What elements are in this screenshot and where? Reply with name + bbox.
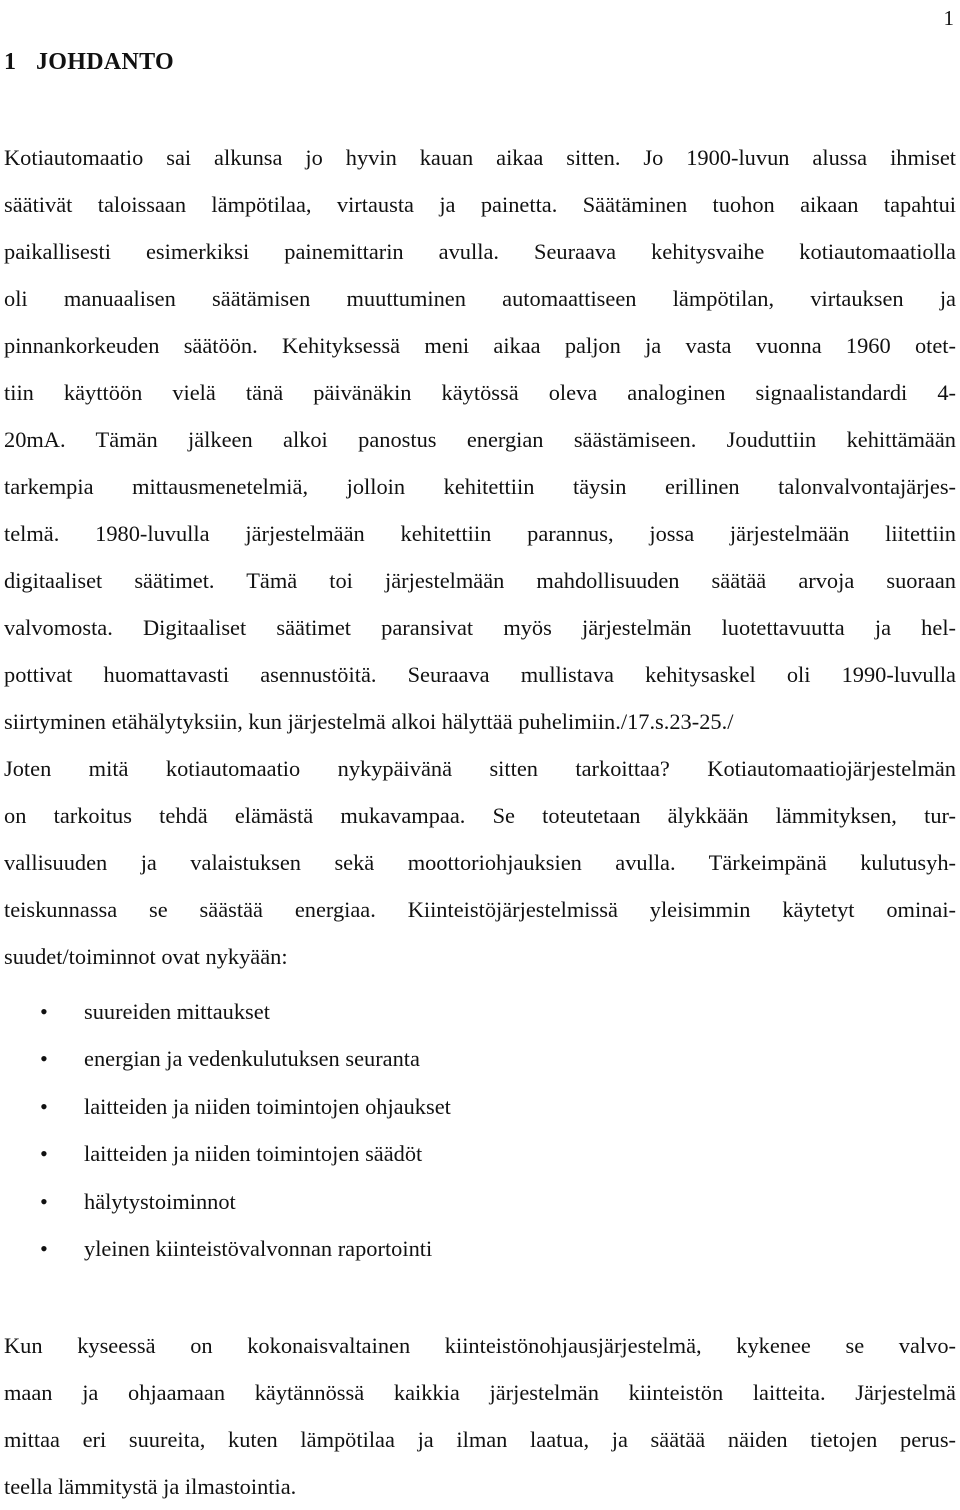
- paragraph-line: tiin käyttöön vielä tänä päivänäkin käytössä oleva analoginen signaalistandardi 4-: [4, 380, 956, 405]
- list-item-text: hälytystoiminnot: [84, 1188, 236, 1214]
- paragraph-line: on tarkoitus tehdä elämästä mukavampaa. Se toteutetaan älykkään lämmityksen, tur-: [4, 803, 956, 828]
- paragraph-line: tarkempia mittausmenetelmiä, jolloin kehitettiin täysin erillinen talonvalvontajärjes-: [4, 474, 956, 499]
- page-number: 1: [943, 6, 954, 30]
- paragraph-line: 20mA. Tämän jälkeen alkoi panostus energian säästämiseen. Jouduttiin kehittämään: [4, 427, 956, 452]
- outro-paragraph: [4, 1322, 956, 1510]
- bullet-icon: •: [40, 1141, 48, 1167]
- list-item: [4, 1130, 451, 1177]
- paragraph-line: pottivat huomattavasti asennustöitä. Seuraava mullistava kehitysaskel oli 1990-luvulla: [4, 662, 956, 687]
- paragraph-line: valvomosta. Digitaaliset säätimet paransivat myös järjestelmän luotettavuutta ja hel-: [4, 615, 956, 640]
- list-item-text: laitteiden ja niiden toimintojen ohjaukset: [84, 1093, 451, 1119]
- list-item-text: energian ja vedenkulutuksen seuranta: [84, 1046, 420, 1072]
- paragraph-line: paikallisesti esimerkiksi painemittarin avulla. Seuraava kehitysvaihe kotiautomaatiolla: [4, 239, 956, 264]
- chapter-number: 1: [4, 49, 17, 75]
- chapter-title: JOHDANTO: [36, 49, 174, 75]
- paragraph-line: siirtyminen etähälytyksiin, kun järjestelmä alkoi hälyttää puhelimiin./17.s.23-25./: [4, 709, 734, 734]
- paragraph-line: säätivät taloissaan lämpötilaa, virtausta ja painetta. Säätäminen tuohon aikaan tapahtui: [4, 192, 956, 217]
- list-item: [4, 1225, 451, 1272]
- paragraph-line: pinnankorkeuden säätöön. Kehityksessä meni aikaa paljon ja vasta vuonna 1960 otet-: [4, 333, 956, 358]
- feature-list: [4, 988, 451, 1272]
- paragraph-line: oli manuaalisen säätämisen muuttuminen automaattiseen lämpötilan, virtauksen ja: [4, 286, 956, 311]
- list-item-text: yleinen kiinteistövalvonnan raportointi: [84, 1235, 433, 1261]
- paragraph-line: digitaaliset säätimet. Tämä toi järjestelmään mahdollisuuden säätää arvoja suoraan: [4, 568, 956, 593]
- bullet-icon: •: [40, 1093, 48, 1119]
- bullet-icon: •: [40, 1235, 48, 1261]
- paragraph-line: Kotiautomaatio sai alkunsa jo hyvin kauan aikaa sitten. Jo 1900-luvun alussa ihmiset: [4, 145, 956, 170]
- intro-paragraph: [4, 134, 956, 980]
- paragraph-line: teiskunnassa se säästää energiaa. Kiinteistöjärjestelmissä yleisimmin käytetyt ominai-: [4, 897, 956, 922]
- paragraph-line: telmä. 1980-luvulla järjestelmään kehitettiin parannus, jossa järjestelmään liitettiin: [4, 521, 956, 546]
- list-item: [4, 1083, 451, 1130]
- list-item: [4, 1035, 451, 1082]
- chapter-heading: [4, 44, 174, 80]
- list-item: [4, 988, 451, 1035]
- list-item-text: laitteiden ja niiden toimintojen säädöt: [84, 1141, 423, 1167]
- list-item-text: suureiden mittaukset: [84, 999, 270, 1024]
- paragraph-line: teella lämmitystä ja ilmastointia.: [4, 1474, 297, 1499]
- paragraph-line: vallisuuden ja valaistuksen sekä moottoriohjauksien avulla. Tärkeimpänä kulutusyh-: [4, 850, 956, 875]
- bullet-icon: •: [40, 1046, 48, 1072]
- bullet-icon: •: [40, 999, 48, 1024]
- paragraph-line: suudet/toiminnot ovat nykyään:: [4, 944, 288, 969]
- paragraph-line: Joten mitä kotiautomaatio nykypäivänä sitten tarkoittaa? Kotiautomaatiojärjestelmän: [4, 756, 956, 781]
- list-item: [4, 1178, 451, 1225]
- bullet-icon: •: [40, 1188, 48, 1214]
- paragraph-line: maan ja ohjaamaan käytännössä kaikkia järjestelmän kiinteistön laitteita. Järjestelmä: [4, 1380, 956, 1405]
- paragraph-line: Kun kyseessä on kokonaisvaltainen kiinteistönohjausjärjestelmä, kykenee se valvo-: [4, 1333, 956, 1358]
- paragraph-line: mittaa eri suureita, kuten lämpötilaa ja ilman laatua, ja säätää näiden tietojen perus-: [4, 1427, 956, 1452]
